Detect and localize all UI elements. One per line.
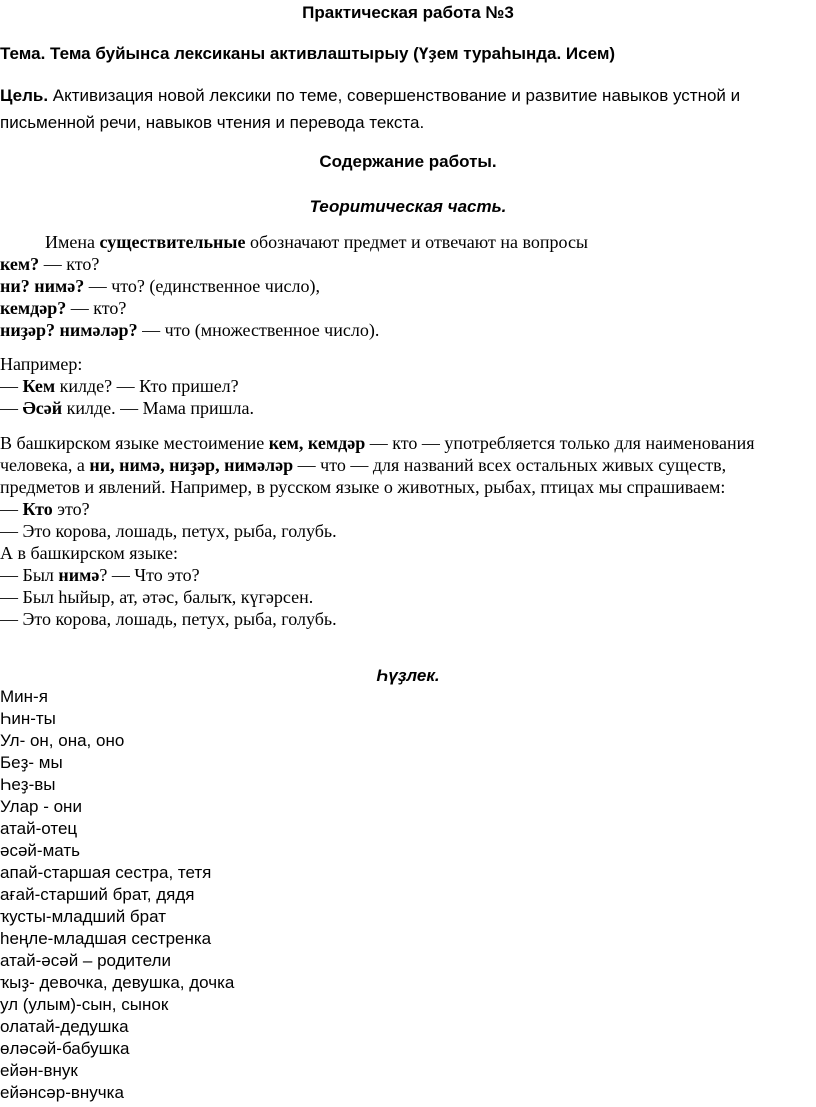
- goal-label: Цель.: [0, 86, 49, 105]
- content-heading: Содержание работы.: [319, 152, 497, 171]
- question-meaning: — кто?: [66, 298, 127, 318]
- text-run: ? — Что это?: [99, 565, 200, 585]
- vocab-item: ағай-старший брат, дядя: [0, 885, 195, 904]
- dialog-line-4: — Был һыйыр, ат, әтәс, балыҡ, күгәрсен.: [0, 587, 314, 607]
- text-run: человека, а: [0, 455, 90, 475]
- vocab-heading: Һүҙлек.: [376, 666, 440, 685]
- text-run-bold: ни, нимә, ниҙәр, нимәләр: [89, 455, 294, 475]
- question-meaning: — что (множественное число).: [137, 320, 380, 340]
- text-run: — Был: [0, 565, 59, 585]
- vocab-item: ул (улым)-сын, сынок: [0, 995, 169, 1014]
- text-run: В башкирском языке местоимение: [0, 433, 269, 453]
- vocab-item: атай-әсәй – родители: [0, 951, 171, 970]
- question-word: кем?: [0, 254, 40, 274]
- page-title: Практическая работа №3: [302, 3, 514, 22]
- vocab-item: ейән-внук: [0, 1061, 78, 1080]
- text-run: —: [0, 376, 23, 396]
- question-line-3: [0, 298, 126, 319]
- vocab-item: Һин-ты: [0, 709, 56, 728]
- vocab-item: ҡыҙ- девочка, девушка, дочка: [0, 973, 235, 992]
- dialog-line-1: [0, 499, 90, 520]
- vocab-item: Ул- он, она, оно: [0, 731, 125, 750]
- vocab-item: Улар - они: [0, 797, 82, 816]
- text-run-bold: Кем: [22, 376, 56, 396]
- text-run: это?: [52, 499, 90, 519]
- question-word: кемдәр?: [0, 298, 67, 318]
- topic-label: Тема.: [0, 44, 46, 63]
- text-run: —: [0, 398, 23, 418]
- vocab-item: Беҙ- мы: [0, 753, 63, 772]
- paragraph-line-3: предметов и явлений. Например, в русском языке о животных, рыбах, птицах мы спрашиваем:: [0, 477, 726, 497]
- text-run-bold: Кто: [22, 499, 53, 519]
- example-line-1: [0, 376, 239, 397]
- bashkir-label: А в башкирском языке:: [0, 543, 179, 563]
- topic-line: [0, 44, 615, 64]
- question-meaning: — что? (единственное число),: [84, 276, 320, 296]
- question-word: ниҙәр? нимәләр?: [0, 320, 138, 340]
- dialog-line-2: — Это корова, лошадь, петух, рыба, голубь.: [0, 521, 337, 541]
- example-label: Например:: [0, 354, 83, 374]
- vocab-item: Һеҙ-вы: [0, 775, 56, 794]
- vocab-item: һеңле-младшая сестренка: [0, 929, 212, 948]
- goal-text-1: Активизация новой лексики по теме, совершенствование и развитие навыков устной и: [52, 86, 741, 105]
- goal-line-1: [0, 86, 740, 106]
- text-run: обозначают предмет и отвечают на вопросы: [245, 232, 589, 252]
- topic-text: Тема буйынса лексиканы активлаштырыу (Үҙем тураһында. Исем): [50, 44, 616, 63]
- dialog-line-3: [0, 565, 200, 586]
- paragraph-line-1: [0, 433, 755, 454]
- vocab-item: әсәй-мать: [0, 841, 80, 860]
- theory-intro: [45, 232, 588, 253]
- vocab-item: өләсәй-бабушка: [0, 1039, 130, 1058]
- question-line-4: [0, 320, 379, 341]
- vocab-item: олатай-дедушка: [0, 1017, 129, 1036]
- text-run: — что — для названий всех остальных живых существ,: [293, 455, 727, 475]
- question-word: ни? нимә?: [0, 276, 85, 296]
- text-run-bold: кем, кемдәр: [268, 433, 366, 453]
- text-run: —: [0, 499, 23, 519]
- theory-heading: Теоритическая часть.: [309, 197, 507, 216]
- text-run: килде. — Мама пришла.: [62, 398, 255, 418]
- paragraph-line-2: [0, 455, 726, 476]
- question-line-1: [0, 254, 99, 275]
- question-line-2: [0, 276, 320, 297]
- vocab-item: ейәнсәр-внучка: [0, 1083, 124, 1102]
- example-line-2: [0, 398, 254, 419]
- question-meaning: — кто?: [39, 254, 100, 274]
- dialog-line-5: — Это корова, лошадь, петух, рыба, голубь.: [0, 609, 337, 629]
- text-run: Имена: [45, 232, 100, 252]
- text-run: — кто — употребляется только для наименования: [365, 433, 755, 453]
- vocab-item: Мин-я: [0, 687, 48, 706]
- text-run-bold: Әсәй: [22, 398, 63, 418]
- goal-line-2: письменной речи, навыков чтения и перевода текста.: [0, 113, 425, 132]
- text-run-bold: существительные: [99, 232, 246, 252]
- text-run-bold: нимә: [58, 565, 100, 585]
- text-run: килде? — Кто пришел?: [55, 376, 239, 396]
- vocab-item: атай-отец: [0, 819, 78, 838]
- vocab-item: апай-старшая сестра, тетя: [0, 863, 212, 882]
- vocab-item: ҡусты-младший брат: [0, 907, 166, 926]
